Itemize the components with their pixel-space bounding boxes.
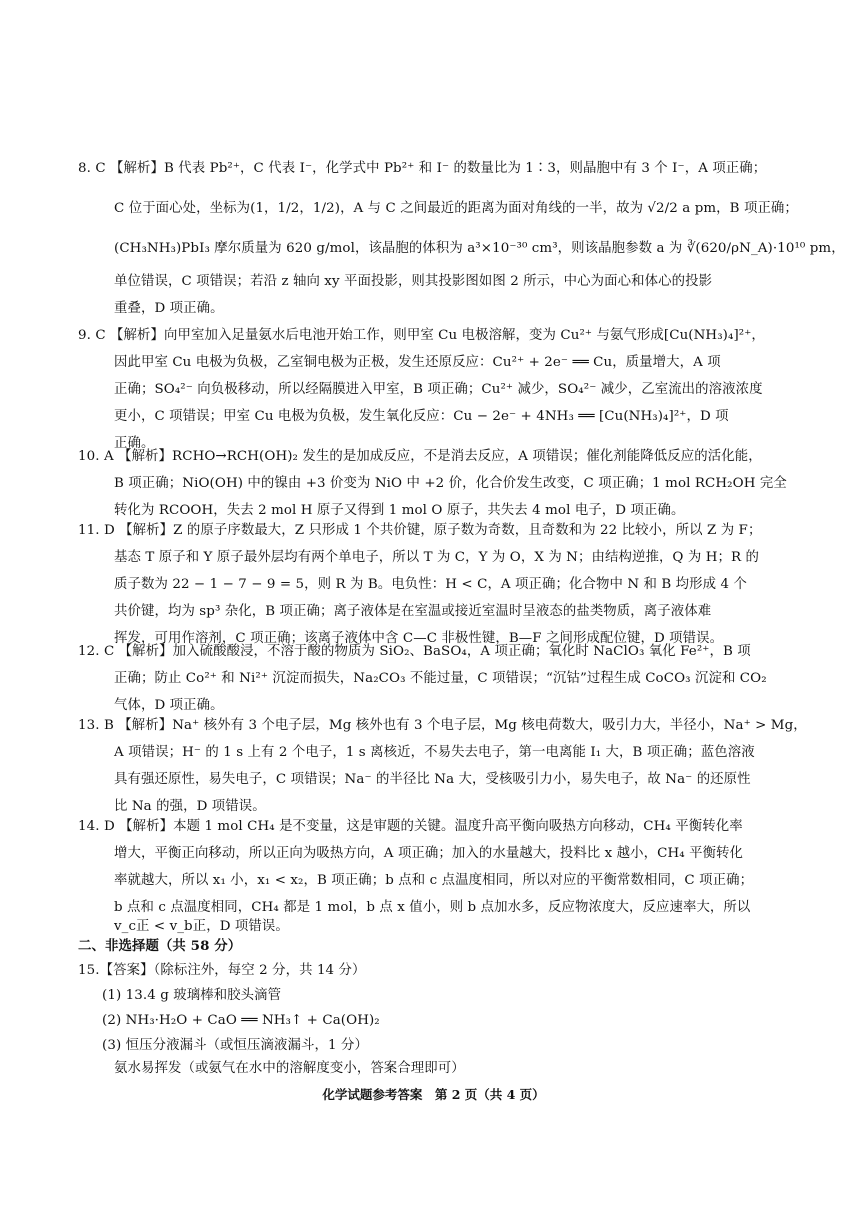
q12-line-3: 气体，D 项正确。: [114, 698, 224, 713]
q15-part-3-note: 氨水易挥发（或氨气在水中的溶解度变小，答案合理即可）: [114, 1061, 465, 1076]
q10-line-1: 10. A 【解析】RCHO→RCH(OH)₂ 发生的是加成反应，不是消去反应，A 项错误；催化剂能降低反应的活化能，: [78, 449, 762, 464]
q8-line-1: 8. C 【解析】B 代表 Pb²⁺，C 代表 I⁻，化学式中 Pb²⁺ 和 I⁻ 的数量比为 1∶3，则晶胞中有 3 个 I⁻，A 项正确；: [78, 161, 767, 176]
q14-line-4: b 点和 c 点温度相同，CH₄ 都是 1 mol，b 点 x 值小，则 b 点加水多，反应物浓度大，反应速率大，所以: [114, 900, 751, 915]
q9-line-3: 正确；SO₄²⁻ 向负极移动，所以经隔膜进入甲室，B 项正确；Cu²⁺ 减少，SO₄²⁻ 减少，乙室流出的溶液浓度: [114, 382, 763, 397]
q9-line-5: 正确。: [114, 436, 155, 451]
q11-line-1: 11. D 【解析】Z 的原子序数最大，Z 只形成 1 个共价键，原子数为奇数，且奇数和为 22 比较小，所以 Z 为 F；: [78, 523, 762, 538]
q11-line-5: 挥发，可用作溶剂，C 项正确；该离子液体中含 C—C 非极性键，B—F 之间形成配位键，D 项错误。: [114, 631, 724, 646]
q11-line-4: 共价键，均为 sp³ 杂化，B 项正确；离子液体是在室温或接近室温时呈液态的盐类物质，离子液体难: [114, 604, 712, 619]
q13-line-2: A 项错误；H⁻ 的 1 s 上有 2 个电子，1 s 离核近，不易失去电子，第一电离能 I₁ 大，B 项正确；蓝色溶液: [114, 745, 755, 760]
q8-line-2: C 位于面心处，坐标为(1，1/2，1/2)，A 与 C 之间最近的距离为面对角线的一半，故为 √2/2 a pm，B 项正确；: [114, 201, 798, 216]
q8-line-4: 单位错误，C 项错误；若沿 z 轴向 xy 平面投影，则其投影图如图 2 所示，中心为面心和体心的投影: [114, 274, 713, 289]
q13-line-4: 比 Na 的强，D 项错误。: [114, 799, 266, 814]
q9-line-1: 9. C 【解析】向甲室加入足量氨水后电池开始工作，则甲室 Cu 电极溶解，变为 Cu²⁺ 与氨气形成[Cu(NH₃)₄]²⁺，: [78, 328, 765, 343]
q15-answer-title: 15.【答案】（除标注外，每空 2 分，共 14 分）: [78, 963, 366, 978]
q10-line-2: B 项正确；NiO(OH) 中的镍由 +3 价变为 NiO 中 +2 价，化合价发生改变，C 项正确；1 mol RCH₂OH 完全: [114, 476, 787, 491]
q11-line-2: 基态 T 原子和 Y 原子最外层均有两个单电子，所以 T 为 C，Y 为 O，X 为 N；由结构逆推，Q 为 H；R 的: [114, 550, 760, 565]
q8-line-3: (CH₃NH₃)PbI₃ 摩尔质量为 620 g/mol，该晶胞的体积为 a³×10⁻³⁰ cm³，则该晶胞参数 a 为 ∛(620/ρN_A)·10¹⁰ pm，: [114, 241, 845, 256]
q14-line-3: 率就越大，所以 x₁ 小，x₁ < x₂，B 项正确；b 点和 c 点温度相同，所以对应的平衡常数相同，C 项正确；: [114, 873, 754, 888]
q8-line-5: 重叠，D 项正确。: [114, 301, 224, 316]
q13-line-3: 具有强还原性，易失电子，C 项错误；Na⁻ 的半径比 Na 大，受核吸引力小，易失电子，故 Na⁻ 的还原性: [114, 772, 751, 787]
q14-line-5: v_c正 < v_b正，D 项错误。: [114, 919, 289, 934]
section-heading: 二、非选择题（共 58 分）: [78, 938, 242, 954]
q9-line-4: 更小，C 项错误；甲室 Cu 电极为负极，发生氧化反应：Cu − 2e⁻ + 4NH₃ ══ [Cu(NH₃)₄]²⁺，D 项: [114, 409, 729, 424]
q15-part-1: (1) 13.4 g 玻璃棒和胶头滴管: [102, 988, 282, 1003]
q9-line-2: 因此甲室 Cu 电极为负极，乙室铜电极为正极，发生还原反应：Cu²⁺ + 2e⁻ ══ Cu，质量增大，A 项: [114, 355, 721, 370]
q15-part-2: (2) NH₃·H₂O + CaO ══ NH₃↑ + Ca(OH)₂: [102, 1013, 380, 1028]
page-footer: 化学试题参考答案 第 2 页（共 4 页）: [322, 1087, 545, 1102]
q10-line-3: 转化为 RCOOH，失去 2 mol H 原子又得到 1 mol O 原子，共失去 4 mol 电子，D 项正确。: [114, 503, 685, 518]
q12-line-2: 正确；防止 Co²⁺ 和 Ni²⁺ 沉淀而损失，Na₂CO₃ 不能过量，C 项错误；“沉钴”过程生成 CoCO₃ 沉淀和 CO₂: [114, 671, 767, 686]
q11-line-3: 质子数为 22 − 1 − 7 − 9 = 5，则 R 为 B。电负性：H < C，A 项正确；化合物中 N 和 B 均形成 4 个: [114, 577, 747, 592]
q14-line-2: 增大，平衡正向移动，所以正向为吸热方向，A 项正确；加入的水量越大，投料比 x 越小，CH₄ 平衡转化: [114, 846, 744, 861]
q15-part-3: (3) 恒压分液漏斗（或恒压滴液漏斗，1 分）: [102, 1038, 368, 1053]
q12-line-1: 12. C 【解析】加入硫酸酸浸，不溶于酸的物质为 SiO₂、BaSO₄，A 项正确；氧化时 NaClO₃ 氧化 Fe²⁺，B 项: [78, 644, 751, 659]
q13-line-1: 13. B 【解析】Na⁺ 核外有 3 个电子层，Mg 核外也有 3 个电子层，Mg 核电荷数大，吸引力大，半径小，Na⁺ > Mg，: [78, 718, 807, 733]
q14-line-1: 14. D 【解析】本题 1 mol CH₄ 是不变量，这是审题的关键。温度升高平衡向吸热方向移动，CH₄ 平衡转化率: [78, 819, 743, 834]
